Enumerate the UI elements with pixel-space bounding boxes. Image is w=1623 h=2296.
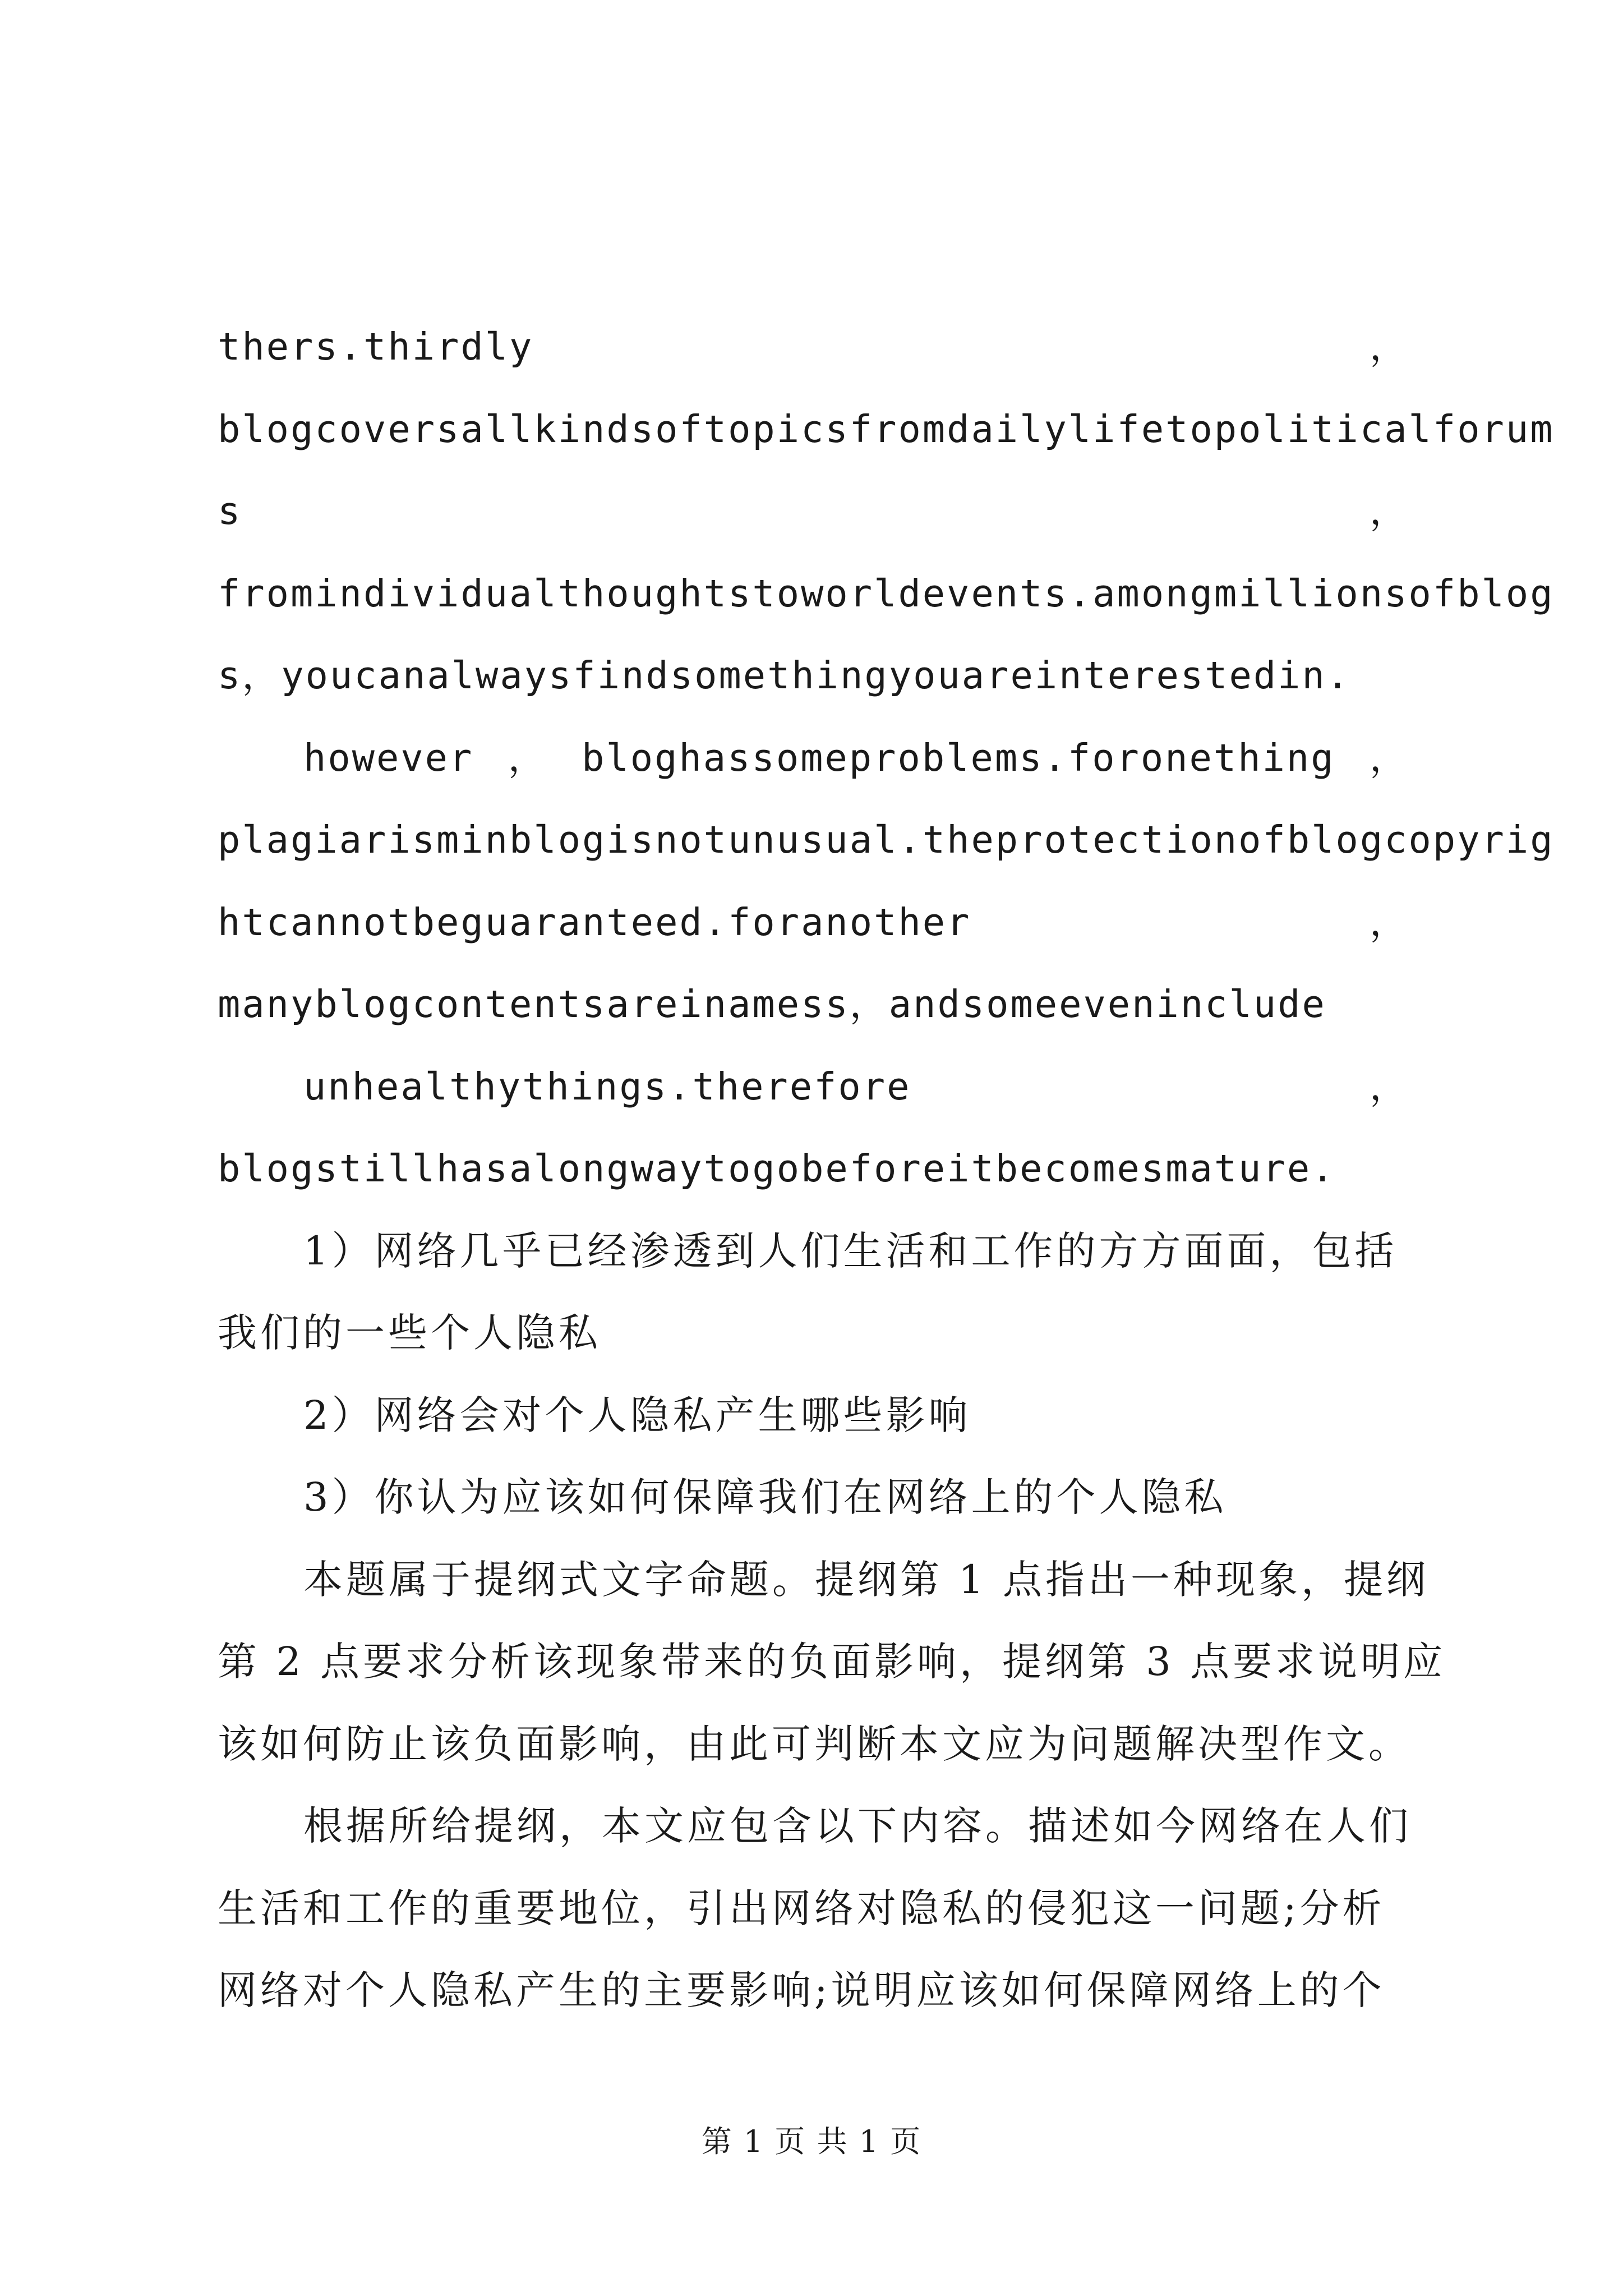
text-line: blogstillhasalongwaytogobeforeitbecomesmature.	[218, 1147, 1336, 1190]
text-line: fromindividualthoughtstoworldevents.amongmillionsofblog	[218, 571, 1555, 615]
outline-item-1: 1）网络几乎已经渗透到人们生活和工作的方方面面，包括	[303, 1227, 1398, 1274]
text-line: 生活和工作的重要地位，引出网络对隐私的侵犯这一问题;分析	[218, 1885, 1385, 1931]
text-line: thers.thirdly ，	[218, 325, 1409, 369]
text-line: 该如何防止该负面影响，由此可判断本文应为问题解决型作文。	[218, 1720, 1411, 1767]
text-line: s，youcanalwaysfindsomethingyouareinterestedin.	[218, 654, 1351, 697]
text-line: manyblogcontentsareinamess，andsomeeveninclude	[218, 982, 1326, 1026]
text-line: 我们的一些个人隐私	[218, 1310, 601, 1356]
text-line: 网络对个人隐私产生的主要影响;说明应该如何保障网络上的个	[218, 1967, 1385, 2013]
outline-item-2: 2）网络会对个人隐私产生哪些影响	[303, 1392, 971, 1438]
text-line: s ，	[218, 489, 1409, 533]
text-line: htcannotbeguaranteed.foranother ，	[218, 900, 1409, 944]
paragraph-start-line: 本题属于提纲式文字命题。提纲第 1 点指出一种现象，提纲	[303, 1556, 1430, 1603]
paragraph-start-line: unhealthythings.therefore ，	[303, 1064, 1409, 1108]
text-line: 第 2 点要求分析该现象带来的负面影响，提纲第 3 点要求说明应	[218, 1639, 1446, 1685]
text-line: blogcoversallkindsoftopicsfromdailylifetopoliticalforum	[218, 407, 1555, 451]
paragraph-start-line: however ， bloghassomeproblems.foronething ，	[303, 735, 1409, 780]
paragraph-start-line: 根据所给提纲，本文应包含以下内容。描述如今网络在人们	[303, 1803, 1412, 1849]
text-line: plagiarisminblogisnotunusual.theprotectionofblogcopyrig	[218, 818, 1555, 862]
outline-item-3: 3）你认为应该如何保障我们在网络上的个人隐私	[303, 1474, 1227, 1520]
page-footer: 第 1 页 共 1 页	[701, 2124, 922, 2159]
document-body	[218, 306, 1555, 2032]
